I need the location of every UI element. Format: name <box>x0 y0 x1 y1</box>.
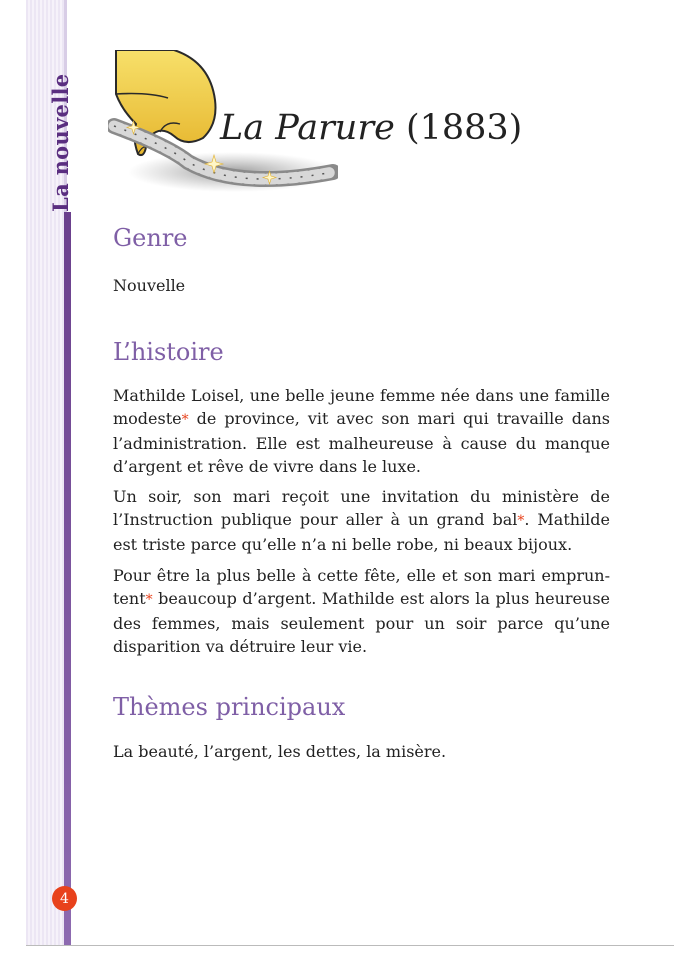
sidebar-rule <box>64 212 71 945</box>
histoire-paragraph-2 <box>113 485 610 556</box>
paragraph-text: Un soir, son mari reçoit une invitation du ministère de l’Instruction publique pour aller à un grand bal <box>113 487 610 529</box>
paragraph-text: Mathilde Loisel, une belle jeune femme née dans une famille modeste <box>113 386 610 428</box>
paragraph-text: beaucoup d’argent. Mathilde est alors la plus heureuse des femmes, mais seulement pour un soir parce qu’une disparition va détruire leur vie. <box>113 589 610 656</box>
glossary-marker: * <box>181 412 189 428</box>
title-work: La Parure <box>220 108 395 148</box>
histoire-paragraph-1 <box>113 384 610 478</box>
histoire-paragraph-3 <box>113 564 610 658</box>
paragraph-text: . Mathilde est triste parce qu’elle n’a ni belle robe, ni beaux bijoux. <box>113 510 611 554</box>
page-number: 4 <box>52 886 77 911</box>
themes-text: La beauté, l’argent, les dettes, la misère. <box>113 742 447 761</box>
title-year: (1883) <box>405 108 523 148</box>
glossary-marker: * <box>145 592 153 608</box>
genre-text: Nouvelle <box>113 276 186 295</box>
paragraph-text: Pour être la plus belle à cette fête, elle et son mari empruntent <box>113 566 610 608</box>
page-title <box>220 108 522 148</box>
heading-histoire: L’histoire <box>113 338 224 366</box>
section-tag: La nouvelle <box>48 73 73 212</box>
page-bottom-line <box>26 945 674 946</box>
heading-genre: Genre <box>113 224 188 252</box>
paragraph-text: de province, vit avec son mari qui travaille dans l’administration. Elle est malheureuse à cause du manque d’argent et rêve de vivre dans le luxe. <box>113 409 610 476</box>
heading-themes: Thèmes principaux <box>113 693 346 721</box>
glossary-marker: * <box>517 513 525 529</box>
